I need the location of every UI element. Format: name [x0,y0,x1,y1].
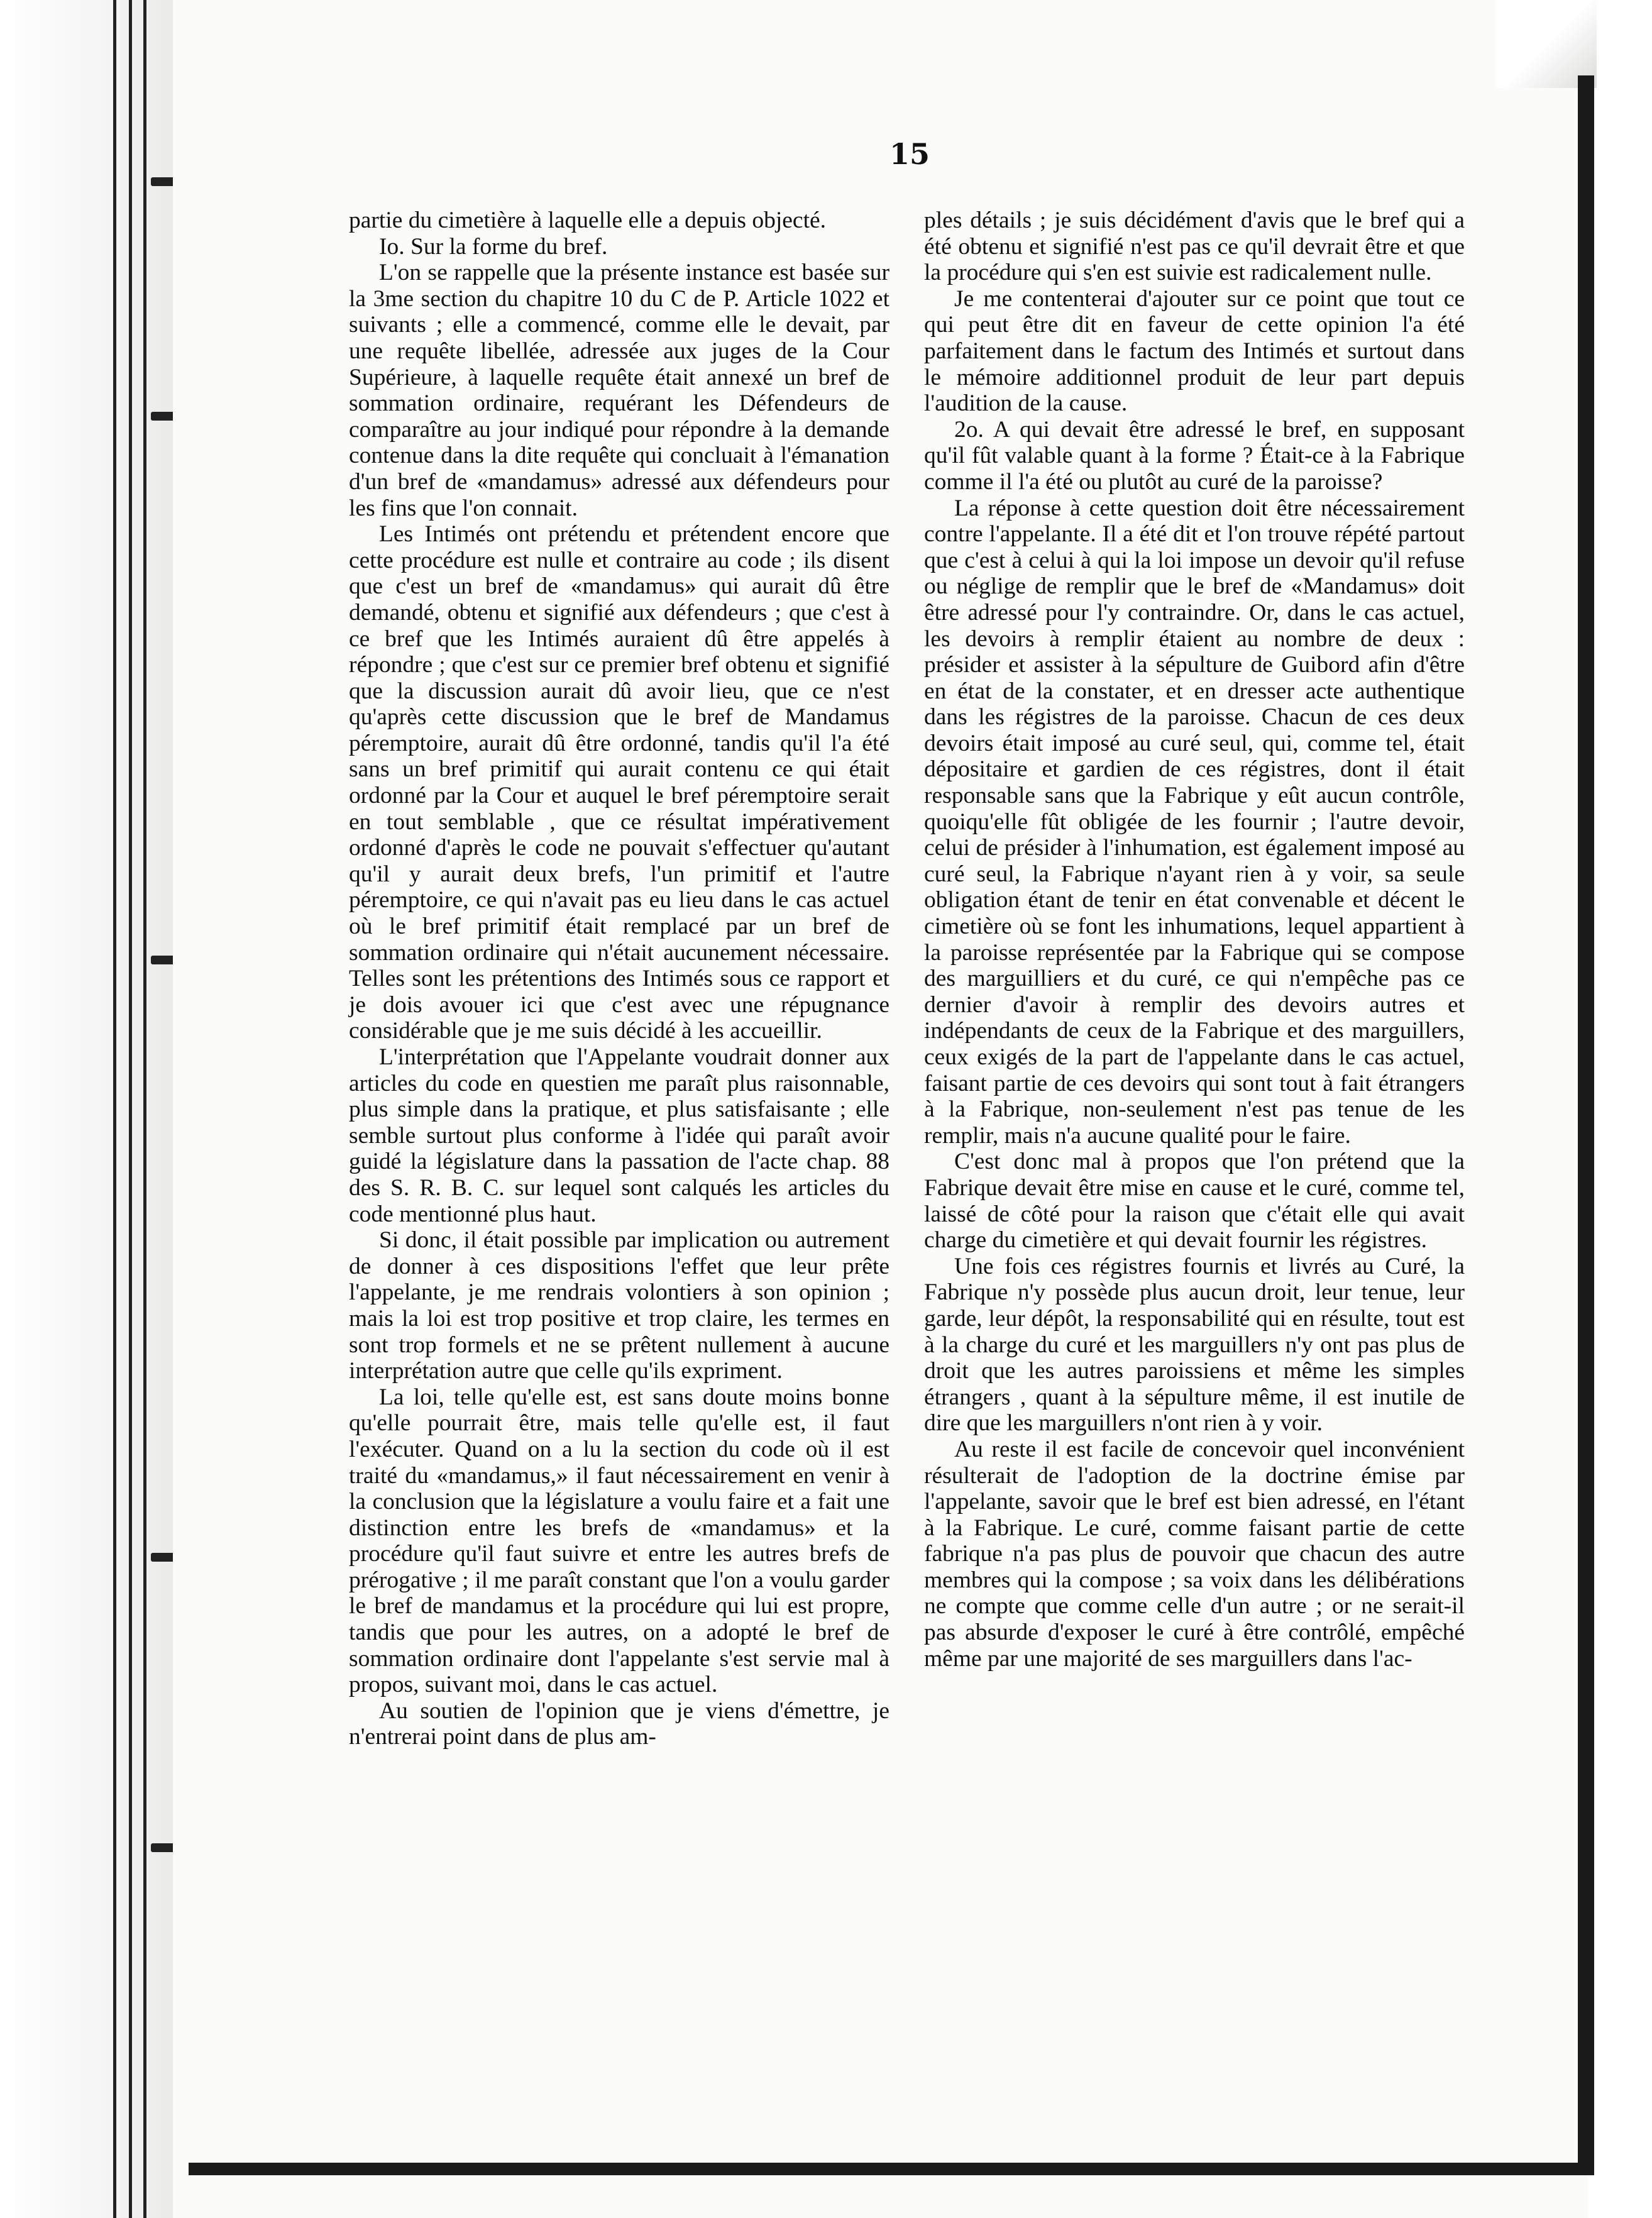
page-corner-fold [1496,0,1597,88]
paragraph: Au reste il est facile de concevoir quel inconvénient résulterait de l'adoption de la doctrine émise par l'appelante, savoir que le bref est bien adressé, en l'étant à la Fabrique. Le curé, comme faisant partie de cette fabrique n'a pas plus de pouvoir que chacun des autre membres qui la compose ; sa voix dans les délibérations ne compte que comme celle d'un autre ; or ne serait-il pas absurde d'exposer le curé à être contrôlé, empêché même par une majorité de ses marguillers dans l'ac- [924,1436,1465,1672]
paragraph: partie du cimetière à laquelle elle a depuis objecté. [349,207,827,233]
paragraph: L'interprétation que l'Appelante voudrait donner aux articles du code en questien me paraît plus raisonnable, plus simple dans la pratique, et plus satisfaisante ; elle semble surtout plus conforme à l'idée qui paraît avoir guidé la législature dans la passation de l'acte chap. 88 des S. R. B. C. sur lequel sont calqués les articles du code mentionné plus haut. [349,1044,889,1227]
book-binding-margin [0,0,189,2218]
binding-line [143,0,146,2218]
paragraph: 2o. A qui devait être adressé le bref, en supposant qu'il fût valable quant à la forme ? Était-ce à la Fabrique comme il l'a été ou plutôt au curé de la paroisse? [924,416,1465,495]
paragraph: Une fois ces régistres fournis et livrés au Curé, la Fabrique n'y possède plus aucun droit, leur tenue, leur garde, leur dépôt, la responsabilité qui en résulte, tout est à la charge du curé et les marguillers n'y ont pas plus de droit que les autres paroissiens et même les simples étrangers , quant à la sépulture même, il est inutile de dire que les marguillers n'ont rien à y voir. [924,1253,1465,1437]
paragraph: Les Intimés ont prétendu et prétendent encore que cette procédure est nulle et contraire au code ; ils disent que c'est un bref de «mandamus» qui aurait dû être demandé, obtenu et signifié aux défendeurs ; que c'est à ce bref que les Intimés auraient dû être appelés à répondre ; que c'est sur ce premier bref obtenu et signifié que la discussion aurait dû avoir lieu, que ce n'est qu'après cette discussion que le bref de Mandamus péremptoire, aurait dû être ordonné, tandis qu'il l'a été sans un bref primitif qui aurait contenu ce qui était ordonné par la Cour et auquel le bref péremptoire serait en tout semblable , que ce résultat impérativement ordonné d'après le code ne pouvait s'effectuer qu'autant qu'il y aurait deux brefs, l'un primitif et l'autre péremptoire, ce qui n'avait pas eu lieu dans le cas actuel où le bref primitif était remplacé par un bref de sommation ordinaire qui n'était aucunement nécessaire. Telles sont les prétentions des Intimés sous ce rapport et je dois avouer ici que c'est avec une répugnance considérable que je me suis décidé à les accueillir. [349,521,889,1044]
paragraph: Au soutien de l'opinion que je viens d'émettre, je n'entrerai point dans de plus am- [349,1697,889,1750]
paragraph: ples détails ; je suis décidément d'avis que le bref qui a été obtenu et signifié n'est pas ce qu'il devrait être et que la procédure qui s'en est suivie est radicalement nulle. [924,207,1465,286]
paragraph: L'on se rappelle que la présente instance est basée sur la 3me section du chapitre 10 du C de P. Article 1022 et suivants ; elle a commencé, comme elle le devait, par une requête libellée, adressée aux juges de la Cour Supérieure, à laquelle requête était annexé un bref de sommation ordinaire, requérant les Défendeurs de comparaître au jour indiqué pour répondre à la demande contenue dans la dite requête qui concluait à l'émanation d'un bref de «mandamus» adressé aux défendeurs pour les fins que l'on connait. [349,260,889,521]
right-text-column [924,207,1465,1672]
section-heading: Io. Sur la forme du bref. [379,233,608,260]
page-number: 15 [889,137,930,171]
binding-line [129,0,132,2218]
paragraph: Je me contenterai d'ajouter sur ce point que tout ce qui peut être dit en faveur de cette opinion l'a été parfaitement dans le factum des Intimés et surtout dans le mémoire additionnel produit de leur part depuis l'audition de la cause. [924,285,1465,417]
paragraph: Si donc, il était possible par implication ou autrement de donner à ces dispositions l'effet que leur prête l'appelante, je me rendrais volontiers à son opinion ; mais la loi est trop positive et trop claire, les termes en sont trop formels et ne se prêtent nullement à aucune interprétation autre que celle qu'ils expriment. [349,1227,889,1384]
page-shadow-bottom [189,2163,1594,2175]
paragraph: La réponse à cette question doit être nécessairement contre l'appelante. Il a été dit et l'on trouve répété partout que c'est à celui à qui la loi impose un devoir qu'il refuse ou néglige de remplir que le bref de «Mandamus» doit être adressé pour l'y contraindre. Or, dans le cas actuel, les devoirs à remplir étaient au nombre de deux : présider et assister à la sépulture de Guibord afin d'être en état de la constater, et en dresser acte authentique dans les régistres de la paroisse. Chacun de ces deux devoirs était imposé au curé seul, qui, comme tel, était dépositaire et gardien de ces régistres, dont il était responsable sans que la Fabrique y eût aucun contrôle, quoiqu'elle fût obligée de les fournir ; l'autre devoir, celui de présider à l'inhumation, est également imposé au curé seul, la Fabrique n'ayant rien à y voir, sa seule obligation étant de tenir en état convenable et décent le cimetière où se font les inhumations, lequel appartient à la paroisse représentée par la Fabrique qui se compose des marguilliers et du curé, ce qui n'empêche pas ce dernier d'avoir à remplir des devoirs autres et indépendants de ceux de la Fabrique et des marguillers, ceux exigés de la part de l'appelante dans le cas actuel, faisant partie de ces devoirs qui sont tout à fait étrangers à la Fabrique, non-seulement n'est pas tenue de les remplir, mais n'a aucune qualité pour le faire. [924,495,1465,1149]
left-text-column [349,207,889,1750]
paragraph: C'est donc mal à propos que l'on prétend que la Fabrique devait être mise en cause et le curé, comme tel, laissé de côté pour la raison que c'était elle qui avait charge du cimetière et qui devait fournir les régistres. [924,1149,1465,1254]
binding-line [113,0,116,2218]
page-shadow-right [1578,75,1594,2175]
paragraph: La loi, telle qu'elle est, est sans doute moins bonne qu'elle pourrait être, mais telle qu'elle est, il faut l'exécuter. Quand on a lu la section du code où il est traité du «mandamus,» il faut nécessairement en venir à la conclusion que la législature a voulu faire et a fait une distinction entre les brefs de «mandamus» et la procédure qu'il faut suivre et entre les autres brefs de prérogative ; il me paraît constant que l'on a voulu garder le bref de mandamus et la procédure qui lui est propre, tandis que pour les autres, on a adopté le bref de sommation ordinaire dont l'appelante s'est servie mal à propos, suivant moi, dans le cas actuel. [349,1384,889,1698]
